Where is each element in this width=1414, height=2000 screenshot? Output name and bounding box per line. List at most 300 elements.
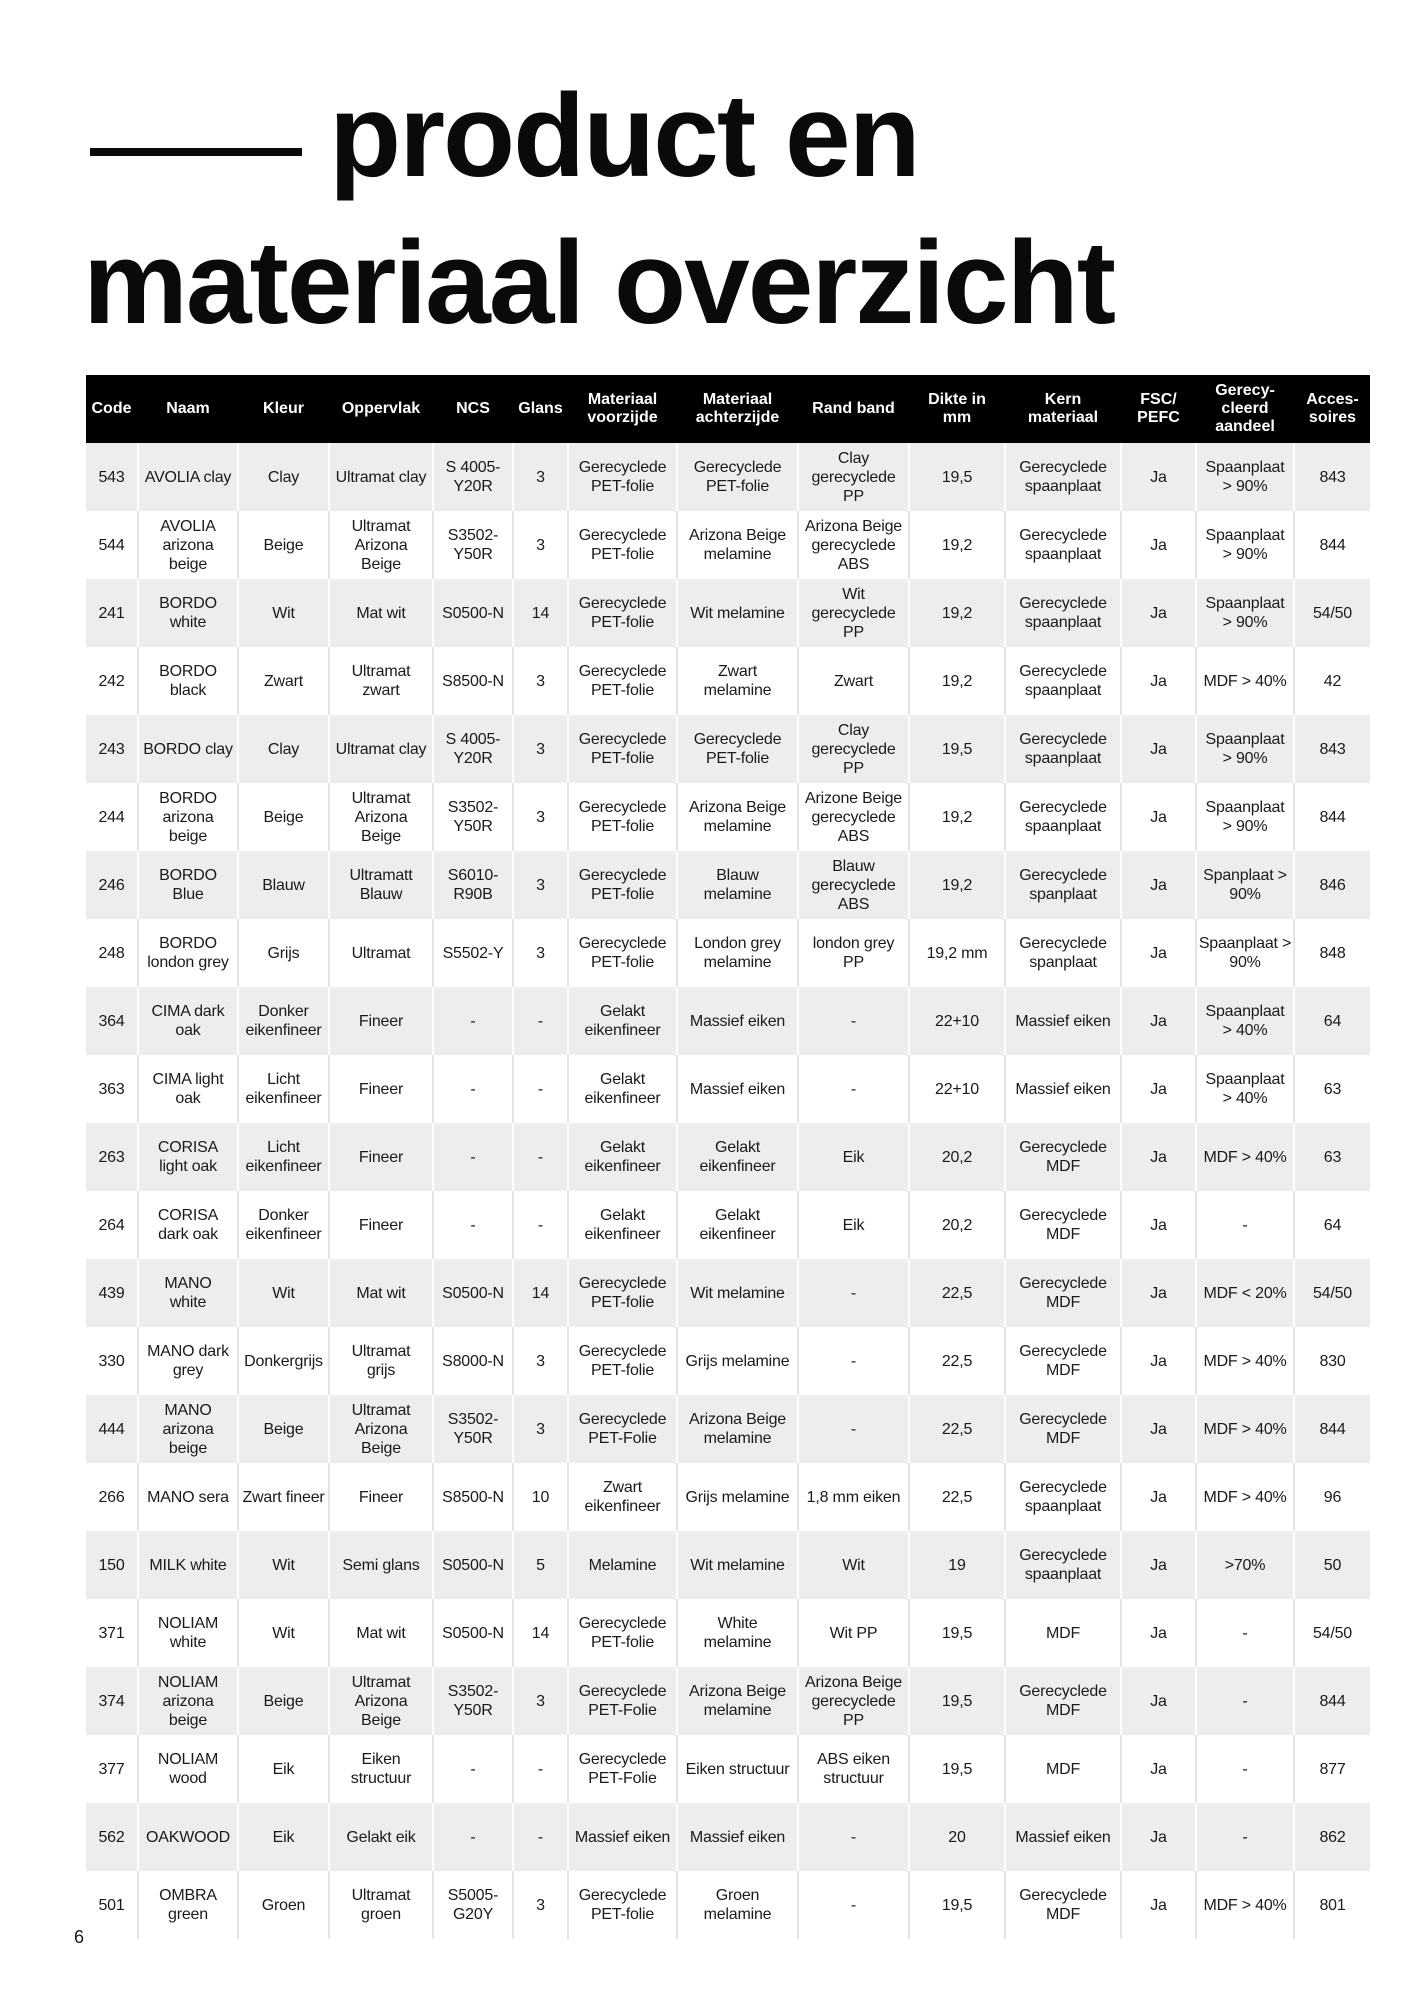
cell-kern-materiaal: Gerecyclede MDF — [1006, 1123, 1122, 1191]
cell-rand-band: Blauw gerecyclede ABS — [799, 851, 910, 919]
cell-ncs: S5502-Y — [434, 919, 514, 987]
cell-oppervlak: Ultramat Arizona Beige — [330, 1667, 434, 1735]
cell-gerecycleerd-aandeel: - — [1197, 1667, 1295, 1735]
cell-code: 544 — [86, 511, 139, 579]
cell-kleur: Wit — [239, 1599, 330, 1667]
table-header-row — [86, 375, 1370, 443]
cell-ncs: S8500-N — [434, 1463, 514, 1531]
cell-materiaal-achterzijde: Arizona Beige melamine — [678, 511, 799, 579]
cell-rand-band: Eik — [799, 1123, 910, 1191]
cell-materiaal-voorzijde: Gerecyclede PET-folie — [569, 851, 678, 919]
cell-ncs: S3502- Y50R — [434, 1667, 514, 1735]
cell-materiaal-voorzijde: Gelakt eikenfineer — [569, 987, 678, 1055]
cell-rand-band: - — [799, 1259, 910, 1327]
cell-code: 363 — [86, 1055, 139, 1123]
cell-fsc-pefc: Ja — [1122, 1531, 1197, 1599]
cell-rand-band: - — [799, 1395, 910, 1463]
cell-kleur: Beige — [239, 783, 330, 851]
cell-code: 244 — [86, 783, 139, 851]
cell-accessoires: 848 — [1295, 919, 1370, 987]
product-material-table — [86, 375, 1370, 1939]
title-line-1: product en — [329, 70, 919, 202]
cell-gerecycleerd-aandeel: Spanplaat > 90% — [1197, 851, 1295, 919]
cell-accessoires: 844 — [1295, 1667, 1370, 1735]
table-row — [86, 647, 1370, 715]
header-rand-band: Rand band — [799, 375, 910, 443]
cell-materiaal-voorzijde: Gerecyclede PET-folie — [569, 1871, 678, 1939]
cell-materiaal-achterzijde: Grijs melamine — [678, 1327, 799, 1395]
cell-gerecycleerd-aandeel: - — [1197, 1599, 1295, 1667]
cell-kern-materiaal: Gerecyclede MDF — [1006, 1395, 1122, 1463]
header-glans: Glans — [514, 375, 569, 443]
header-oppervlak: Oppervlak — [330, 375, 434, 443]
cell-naam: NOLIAM wood — [139, 1735, 239, 1803]
cell-gerecycleerd-aandeel: MDF > 40% — [1197, 1327, 1295, 1395]
cell-fsc-pefc: Ja — [1122, 1599, 1197, 1667]
cell-gerecycleerd-aandeel: Spaanplaat > 90% — [1197, 443, 1295, 511]
table-row — [86, 1735, 1370, 1803]
cell-naam: NOLIAM white — [139, 1599, 239, 1667]
cell-kleur: Clay — [239, 443, 330, 511]
cell-kleur: Grijs — [239, 919, 330, 987]
cell-oppervlak: Eiken structuur — [330, 1735, 434, 1803]
table-row — [86, 1259, 1370, 1327]
table-row — [86, 1327, 1370, 1395]
cell-dikte-in-mm: 22,5 — [910, 1463, 1006, 1531]
cell-oppervlak: Ultramat — [330, 919, 434, 987]
cell-gerecycleerd-aandeel: MDF > 40% — [1197, 647, 1295, 715]
table-header — [86, 375, 1370, 443]
table-row — [86, 987, 1370, 1055]
cell-rand-band: ABS eiken structuur — [799, 1735, 910, 1803]
cell-kern-materiaal: MDF — [1006, 1599, 1122, 1667]
cell-materiaal-voorzijde: Gelakt eikenfineer — [569, 1123, 678, 1191]
cell-code: 377 — [86, 1735, 139, 1803]
cell-oppervlak: Ultramat clay — [330, 715, 434, 783]
cell-accessoires: 843 — [1295, 715, 1370, 783]
cell-kleur: Wit — [239, 1259, 330, 1327]
cell-gerecycleerd-aandeel: MDF > 40% — [1197, 1463, 1295, 1531]
cell-materiaal-achterzijde: Wit melamine — [678, 1259, 799, 1327]
cell-kern-materiaal: Massief eiken — [1006, 1803, 1122, 1871]
cell-fsc-pefc: Ja — [1122, 1667, 1197, 1735]
cell-code: 263 — [86, 1123, 139, 1191]
cell-rand-band: Arizona Beige gerecyclede PP — [799, 1667, 910, 1735]
cell-kleur: Licht eikenfineer — [239, 1055, 330, 1123]
cell-naam: MANO white — [139, 1259, 239, 1327]
cell-dikte-in-mm: 20,2 — [910, 1123, 1006, 1191]
cell-dikte-in-mm: 19,5 — [910, 715, 1006, 783]
cell-rand-band: Wit — [799, 1531, 910, 1599]
cell-accessoires: 877 — [1295, 1735, 1370, 1803]
header-materiaal-achterzijde: Materiaal achterzijde — [678, 375, 799, 443]
cell-ncs: - — [434, 1055, 514, 1123]
cell-code: 242 — [86, 647, 139, 715]
cell-accessoires: 42 — [1295, 647, 1370, 715]
cell-naam: CIMA dark oak — [139, 987, 239, 1055]
cell-glans: - — [514, 1803, 569, 1871]
cell-glans: - — [514, 1055, 569, 1123]
cell-oppervlak: Fineer — [330, 1055, 434, 1123]
cell-glans: 10 — [514, 1463, 569, 1531]
cell-ncs: - — [434, 1735, 514, 1803]
cell-rand-band: Eik — [799, 1191, 910, 1259]
cell-oppervlak: Fineer — [330, 987, 434, 1055]
cell-dikte-in-mm: 19 — [910, 1531, 1006, 1599]
cell-code: 264 — [86, 1191, 139, 1259]
cell-materiaal-achterzijde: London grey melamine — [678, 919, 799, 987]
cell-kern-materiaal: Gerecyclede MDF — [1006, 1191, 1122, 1259]
cell-kleur: Donkergrijs — [239, 1327, 330, 1395]
cell-fsc-pefc: Ja — [1122, 1463, 1197, 1531]
cell-code: 241 — [86, 579, 139, 647]
header-dikte-in-mm: Dikte in mm — [910, 375, 1006, 443]
cell-materiaal-voorzijde: Gerecyclede PET-folie — [569, 1259, 678, 1327]
cell-ncs: - — [434, 1191, 514, 1259]
cell-fsc-pefc: Ja — [1122, 647, 1197, 715]
cell-materiaal-achterzijde: Groen melamine — [678, 1871, 799, 1939]
cell-ncs: S3502- Y50R — [434, 783, 514, 851]
cell-materiaal-voorzijde: Melamine — [569, 1531, 678, 1599]
cell-rand-band: - — [799, 1055, 910, 1123]
cell-gerecycleerd-aandeel: Spaanplaat > 40% — [1197, 1055, 1295, 1123]
cell-kern-materiaal: Gerecyclede spaanplaat — [1006, 443, 1122, 511]
cell-glans: 3 — [514, 851, 569, 919]
cell-rand-band: 1,8 mm eiken — [799, 1463, 910, 1531]
cell-materiaal-achterzijde: Wit melamine — [678, 1531, 799, 1599]
cell-kleur: Eik — [239, 1803, 330, 1871]
cell-dikte-in-mm: 19,2 — [910, 647, 1006, 715]
cell-gerecycleerd-aandeel: - — [1197, 1191, 1295, 1259]
cell-ncs: - — [434, 1123, 514, 1191]
cell-materiaal-achterzijde: Gerecyclede PET-folie — [678, 443, 799, 511]
cell-oppervlak: Semi glans — [330, 1531, 434, 1599]
cell-rand-band: Clay gerecyclede PP — [799, 443, 910, 511]
cell-glans: 14 — [514, 1259, 569, 1327]
cell-accessoires: 843 — [1295, 443, 1370, 511]
cell-gerecycleerd-aandeel: Spaanplaat > 40% — [1197, 987, 1295, 1055]
cell-glans: 5 — [514, 1531, 569, 1599]
cell-kern-materiaal: Massief eiken — [1006, 987, 1122, 1055]
cell-dikte-in-mm: 19,2 — [910, 511, 1006, 579]
cell-materiaal-voorzijde: Gelakt eikenfineer — [569, 1055, 678, 1123]
cell-kern-materiaal: Massief eiken — [1006, 1055, 1122, 1123]
cell-code: 543 — [86, 443, 139, 511]
cell-materiaal-achterzijde: Gerecyclede PET-folie — [678, 715, 799, 783]
cell-materiaal-achterzijde: Zwart melamine — [678, 647, 799, 715]
cell-fsc-pefc: Ja — [1122, 1803, 1197, 1871]
header-kern-materiaal: Kern materiaal — [1006, 375, 1122, 443]
cell-materiaal-voorzijde: Gerecyclede PET-Folie — [569, 1735, 678, 1803]
cell-dikte-in-mm: 19,5 — [910, 1667, 1006, 1735]
cell-oppervlak: Mat wit — [330, 1259, 434, 1327]
cell-kern-materiaal: MDF — [1006, 1735, 1122, 1803]
cell-accessoires: 844 — [1295, 511, 1370, 579]
cell-materiaal-achterzijde: Massief eiken — [678, 987, 799, 1055]
cell-dikte-in-mm: 19,5 — [910, 1871, 1006, 1939]
cell-gerecycleerd-aandeel: MDF > 40% — [1197, 1871, 1295, 1939]
cell-kleur: Beige — [239, 1667, 330, 1735]
table-row — [86, 715, 1370, 783]
cell-ncs: S3502- Y50R — [434, 511, 514, 579]
cell-materiaal-achterzijde: Massief eiken — [678, 1803, 799, 1871]
cell-gerecycleerd-aandeel: Spaanplaat > 90% — [1197, 715, 1295, 783]
cell-naam: AVOLIA arizona beige — [139, 511, 239, 579]
cell-gerecycleerd-aandeel: MDF < 20% — [1197, 1259, 1295, 1327]
cell-fsc-pefc: Ja — [1122, 987, 1197, 1055]
cell-glans: 3 — [514, 647, 569, 715]
cell-dikte-in-mm: 22+10 — [910, 987, 1006, 1055]
page-number: 6 — [74, 1927, 85, 1947]
cell-kleur: Zwart — [239, 647, 330, 715]
cell-accessoires: 64 — [1295, 987, 1370, 1055]
cell-gerecycleerd-aandeel: >70% — [1197, 1531, 1295, 1599]
cell-materiaal-voorzijde: Gerecyclede PET-folie — [569, 579, 678, 647]
cell-glans: 3 — [514, 443, 569, 511]
cell-kleur: Licht eikenfineer — [239, 1123, 330, 1191]
cell-materiaal-achterzijde: Arizona Beige melamine — [678, 1667, 799, 1735]
cell-kleur: Wit — [239, 579, 330, 647]
cell-oppervlak: Mat wit — [330, 579, 434, 647]
cell-oppervlak: Mat wit — [330, 1599, 434, 1667]
cell-glans: 3 — [514, 511, 569, 579]
cell-rand-band: london grey PP — [799, 919, 910, 987]
cell-kleur: Donker eikenfineer — [239, 1191, 330, 1259]
cell-accessoires: 96 — [1295, 1463, 1370, 1531]
cell-glans: 3 — [514, 783, 569, 851]
cell-kern-materiaal: Gerecyclede spaanplaat — [1006, 1531, 1122, 1599]
cell-materiaal-voorzijde: Zwart eikenfineer — [569, 1463, 678, 1531]
cell-accessoires: 63 — [1295, 1123, 1370, 1191]
cell-naam: CORISA light oak — [139, 1123, 239, 1191]
cell-fsc-pefc: Ja — [1122, 783, 1197, 851]
cell-kern-materiaal: Gerecyclede MDF — [1006, 1871, 1122, 1939]
cell-accessoires: 64 — [1295, 1191, 1370, 1259]
cell-materiaal-voorzijde: Gerecyclede PET-folie — [569, 715, 678, 783]
cell-rand-band: - — [799, 987, 910, 1055]
table-row — [86, 511, 1370, 579]
cell-materiaal-achterzijde: Wit melamine — [678, 579, 799, 647]
cell-ncs: S6010- R90B — [434, 851, 514, 919]
cell-naam: BORDO clay — [139, 715, 239, 783]
cell-materiaal-achterzijde: Massief eiken — [678, 1055, 799, 1123]
cell-fsc-pefc: Ja — [1122, 579, 1197, 647]
cell-gerecycleerd-aandeel: Spaanplaat > 90% — [1197, 579, 1295, 647]
header-fsc-pefc: FSC/ PEFC — [1122, 375, 1197, 443]
cell-fsc-pefc: Ja — [1122, 1259, 1197, 1327]
cell-code: 439 — [86, 1259, 139, 1327]
cell-glans: 3 — [514, 1871, 569, 1939]
cell-fsc-pefc: Ja — [1122, 851, 1197, 919]
cell-ncs: S 4005- Y20R — [434, 715, 514, 783]
cell-kleur: Wit — [239, 1531, 330, 1599]
cell-oppervlak: Ultramat clay — [330, 443, 434, 511]
cell-ncs: S3502- Y50R — [434, 1395, 514, 1463]
cell-rand-band: Arizone Beige gerecyclede ABS — [799, 783, 910, 851]
cell-accessoires: 844 — [1295, 1395, 1370, 1463]
cell-code: 364 — [86, 987, 139, 1055]
cell-fsc-pefc: Ja — [1122, 1395, 1197, 1463]
cell-dikte-in-mm: 19,2 — [910, 579, 1006, 647]
cell-oppervlak: Fineer — [330, 1123, 434, 1191]
cell-naam: OAKWOOD — [139, 1803, 239, 1871]
cell-rand-band: - — [799, 1871, 910, 1939]
cell-ncs: S0500-N — [434, 1599, 514, 1667]
cell-naam: OMBRA green — [139, 1871, 239, 1939]
cell-kleur: Groen — [239, 1871, 330, 1939]
cell-kleur: Beige — [239, 511, 330, 579]
cell-materiaal-achterzijde: Blauw melamine — [678, 851, 799, 919]
cell-naam: MANO arizona beige — [139, 1395, 239, 1463]
cell-naam: CIMA light oak — [139, 1055, 239, 1123]
cell-materiaal-voorzijde: Massief eiken — [569, 1803, 678, 1871]
cell-kern-materiaal: Gerecyclede spaanplaat — [1006, 511, 1122, 579]
cell-kleur: Clay — [239, 715, 330, 783]
cell-kern-materiaal: Gerecyclede MDF — [1006, 1667, 1122, 1735]
title-rule — [90, 148, 302, 156]
cell-accessoires: 846 — [1295, 851, 1370, 919]
cell-kleur: Blauw — [239, 851, 330, 919]
cell-rand-band: Arizona Beige gerecyclede ABS — [799, 511, 910, 579]
cell-materiaal-voorzijde: Gerecyclede PET-folie — [569, 511, 678, 579]
header-kleur: Kleur — [239, 375, 330, 443]
cell-dikte-in-mm: 19,2 mm — [910, 919, 1006, 987]
cell-naam: BORDO london grey — [139, 919, 239, 987]
cell-materiaal-voorzijde: Gerecyclede PET-Folie — [569, 1667, 678, 1735]
table-body — [86, 443, 1370, 1939]
cell-glans: 14 — [514, 579, 569, 647]
cell-kern-materiaal: Gerecyclede spanplaat — [1006, 919, 1122, 987]
table-row — [86, 1871, 1370, 1939]
cell-dikte-in-mm: 20,2 — [910, 1191, 1006, 1259]
cell-dikte-in-mm: 20 — [910, 1803, 1006, 1871]
cell-rand-band: Zwart — [799, 647, 910, 715]
cell-materiaal-achterzijde: Gelakt eikenfineer — [678, 1123, 799, 1191]
cell-materiaal-achterzijde: Eiken structuur — [678, 1735, 799, 1803]
table-row — [86, 1395, 1370, 1463]
cell-glans: 3 — [514, 919, 569, 987]
cell-naam: BORDO black — [139, 647, 239, 715]
title-line-2: materiaal overzicht — [83, 217, 1115, 349]
cell-dikte-in-mm: 19,5 — [910, 1599, 1006, 1667]
cell-oppervlak: Ultramat zwart — [330, 647, 434, 715]
cell-materiaal-voorzijde: Gerecyclede PET-folie — [569, 919, 678, 987]
cell-glans: 3 — [514, 1395, 569, 1463]
cell-naam: BORDO Blue — [139, 851, 239, 919]
cell-dikte-in-mm: 19,5 — [910, 443, 1006, 511]
cell-materiaal-achterzijde: Arizona Beige melamine — [678, 1395, 799, 1463]
table-row — [86, 783, 1370, 851]
cell-fsc-pefc: Ja — [1122, 1871, 1197, 1939]
cell-dikte-in-mm: 22,5 — [910, 1395, 1006, 1463]
table-row — [86, 1191, 1370, 1259]
cell-naam: NOLIAM arizona beige — [139, 1667, 239, 1735]
cell-ncs: S0500-N — [434, 1531, 514, 1599]
cell-glans: - — [514, 1735, 569, 1803]
cell-oppervlak: Ultramat grijs — [330, 1327, 434, 1395]
cell-kleur: Zwart fineer — [239, 1463, 330, 1531]
header-code: Code — [86, 375, 139, 443]
header-gerecycleerd-aandeel: Gerecy- cleerd aandeel — [1197, 375, 1295, 443]
table-row — [86, 1123, 1370, 1191]
cell-accessoires: 830 — [1295, 1327, 1370, 1395]
cell-code: 248 — [86, 919, 139, 987]
cell-kleur: Beige — [239, 1395, 330, 1463]
cell-rand-band: Wit gerecyclede PP — [799, 579, 910, 647]
cell-kleur: Donker eikenfineer — [239, 987, 330, 1055]
table-row — [86, 1803, 1370, 1871]
cell-gerecycleerd-aandeel: MDF > 40% — [1197, 1395, 1295, 1463]
table-row — [86, 443, 1370, 511]
cell-accessoires: 801 — [1295, 1871, 1370, 1939]
cell-gerecycleerd-aandeel: Spaanplaat > 90% — [1197, 511, 1295, 579]
cell-oppervlak: Ultramat Arizona Beige — [330, 1395, 434, 1463]
cell-glans: - — [514, 987, 569, 1055]
cell-fsc-pefc: Ja — [1122, 919, 1197, 987]
cell-dikte-in-mm: 19,2 — [910, 851, 1006, 919]
cell-code: 266 — [86, 1463, 139, 1531]
table-row — [86, 851, 1370, 919]
cell-glans: 3 — [514, 715, 569, 783]
cell-fsc-pefc: Ja — [1122, 511, 1197, 579]
cell-materiaal-achterzijde: Arizona Beige melamine — [678, 783, 799, 851]
cell-fsc-pefc: Ja — [1122, 715, 1197, 783]
cell-gerecycleerd-aandeel: Spaanplaat > 90% — [1197, 919, 1295, 987]
cell-ncs: S8000-N — [434, 1327, 514, 1395]
cell-ncs: S 4005- Y20R — [434, 443, 514, 511]
cell-rand-band: Wit PP — [799, 1599, 910, 1667]
cell-ncs: S0500-N — [434, 579, 514, 647]
cell-dikte-in-mm: 19,5 — [910, 1735, 1006, 1803]
table-row — [86, 919, 1370, 987]
cell-dikte-in-mm: 22,5 — [910, 1327, 1006, 1395]
cell-materiaal-achterzijde: White melamine — [678, 1599, 799, 1667]
cell-kern-materiaal: Gerecyclede spaanplaat — [1006, 1463, 1122, 1531]
header-ncs: NCS — [434, 375, 514, 443]
header-naam: Naam — [139, 375, 239, 443]
table-row — [86, 1667, 1370, 1735]
cell-fsc-pefc: Ja — [1122, 1191, 1197, 1259]
cell-kern-materiaal: Gerecyclede spaanplaat — [1006, 647, 1122, 715]
table-row — [86, 1055, 1370, 1123]
cell-naam: MANO sera — [139, 1463, 239, 1531]
cell-accessoires: 54/50 — [1295, 1259, 1370, 1327]
header-materiaal-voorzijde: Materiaal voorzijde — [569, 375, 678, 443]
cell-materiaal-voorzijde: Gelakt eikenfineer — [569, 1191, 678, 1259]
cell-glans: 14 — [514, 1599, 569, 1667]
cell-naam: AVOLIA clay — [139, 443, 239, 511]
cell-kern-materiaal: Gerecyclede spaanplaat — [1006, 783, 1122, 851]
cell-oppervlak: Fineer — [330, 1191, 434, 1259]
cell-oppervlak: Fineer — [330, 1463, 434, 1531]
cell-accessoires: 844 — [1295, 783, 1370, 851]
cell-code: 374 — [86, 1667, 139, 1735]
cell-code: 243 — [86, 715, 139, 783]
cell-kern-materiaal: Gerecyclede spaanplaat — [1006, 579, 1122, 647]
cell-dikte-in-mm: 22+10 — [910, 1055, 1006, 1123]
cell-gerecycleerd-aandeel: - — [1197, 1803, 1295, 1871]
cell-materiaal-voorzijde: Gerecyclede PET-Folie — [569, 1395, 678, 1463]
cell-accessoires: 54/50 — [1295, 579, 1370, 647]
cell-ncs: S0500-N — [434, 1259, 514, 1327]
cell-rand-band: - — [799, 1327, 910, 1395]
cell-code: 501 — [86, 1871, 139, 1939]
cell-kern-materiaal: Gerecyclede MDF — [1006, 1259, 1122, 1327]
cell-kern-materiaal: Gerecyclede MDF — [1006, 1327, 1122, 1395]
cell-oppervlak: Ultramat Arizona Beige — [330, 783, 434, 851]
table-row — [86, 1463, 1370, 1531]
cell-oppervlak: Ultramatt Blauw — [330, 851, 434, 919]
